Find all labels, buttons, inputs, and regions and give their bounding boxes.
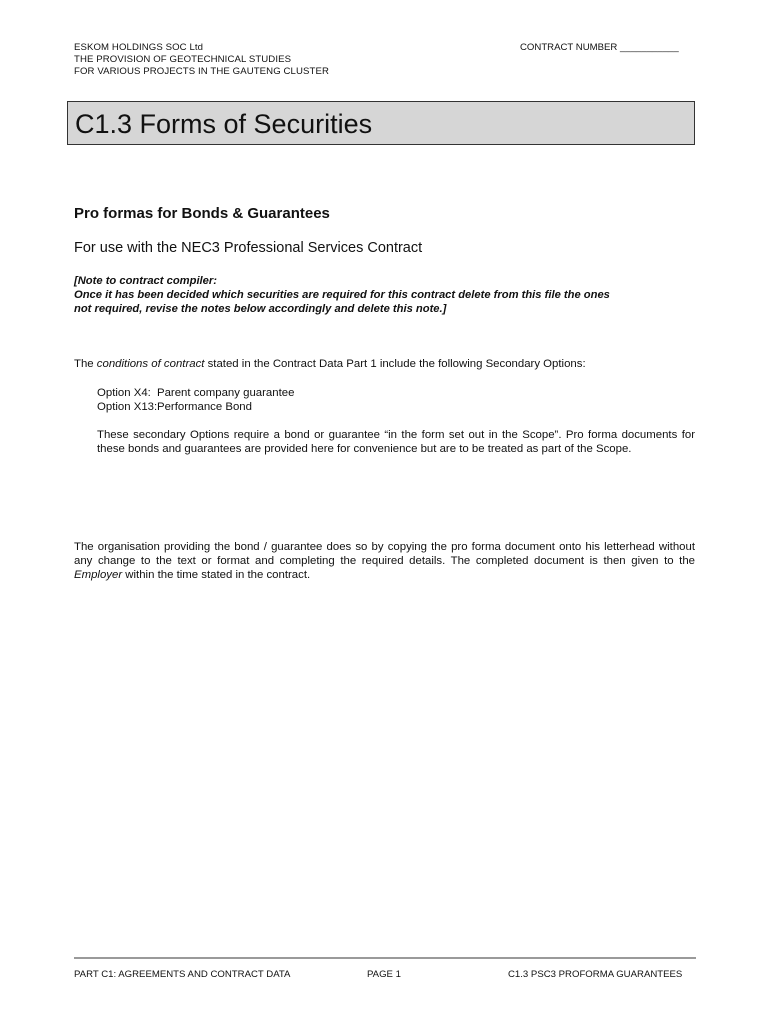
header-org-block: [74, 42, 329, 78]
option-label: Performance Bond: [157, 401, 252, 413]
footer-page-number: PAGE 1: [367, 969, 401, 980]
compiler-note: [74, 274, 696, 316]
options-list: [97, 386, 294, 414]
option-code: Option X13:: [97, 401, 158, 413]
note-line-1: [Note to contract compiler:: [74, 275, 217, 287]
footer-divider: [74, 957, 696, 959]
procedure-italic-term: Employer: [74, 569, 123, 581]
title-banner: [67, 101, 695, 145]
list-item: [97, 386, 294, 400]
scope-paragraph: These secondary Options require a bond or guarantee “in the form set out in the Scope”. Pro forma documents for these bonds and guarantees are provided here for convenience but are to be treated as part of the Scope.: [97, 429, 695, 455]
header-line-company: ESKOM HOLDINGS SOC Ltd: [74, 42, 204, 53]
list-item: [97, 400, 294, 414]
option-label: Parent company guarantee: [157, 387, 295, 399]
contract-number: CONTRACT NUMBER ___________: [520, 42, 679, 53]
procedure-text-before: The organisation providing the bond / guarantee does so by copying the pro forma document onto his letterhead without any change to the text or format and completing the required details. The completed document is then given to the: [74, 541, 695, 567]
intro-text-before: The: [74, 358, 97, 370]
note-line-3: not required, revise the notes below accordingly and delete this note.]: [74, 303, 447, 315]
header-line-project: THE PROVISION OF GEOTECHNICAL STUDIES: [74, 54, 292, 65]
intro-paragraph: [74, 357, 586, 371]
section-subheading: For use with the NEC3 Professional Services Contract: [74, 240, 423, 256]
intro-italic-term: conditions of contract: [96, 358, 205, 370]
footer-part: PART C1: AGREEMENTS AND CONTRACT DATA: [74, 969, 291, 980]
section-heading: Pro formas for Bonds & Guarantees: [74, 205, 330, 222]
page-title: C1.3 Forms of Securities: [75, 109, 373, 139]
procedure-text-after: within the time stated in the contract.: [122, 569, 311, 581]
intro-text-after: stated in the Contract Data Part 1 include the following Secondary Options:: [204, 358, 586, 370]
option-code: Option X4:: [97, 387, 151, 399]
header-line-cluster: FOR VARIOUS PROJECTS IN THE GAUTENG CLUSTER: [74, 66, 330, 77]
footer-document-ref: C1.3 PSC3 PROFORMA GUARANTEES: [508, 969, 683, 980]
procedure-paragraph: [74, 540, 695, 582]
note-line-2: Once it has been decided which securities are required for this contract delete from this file the ones: [74, 289, 610, 301]
